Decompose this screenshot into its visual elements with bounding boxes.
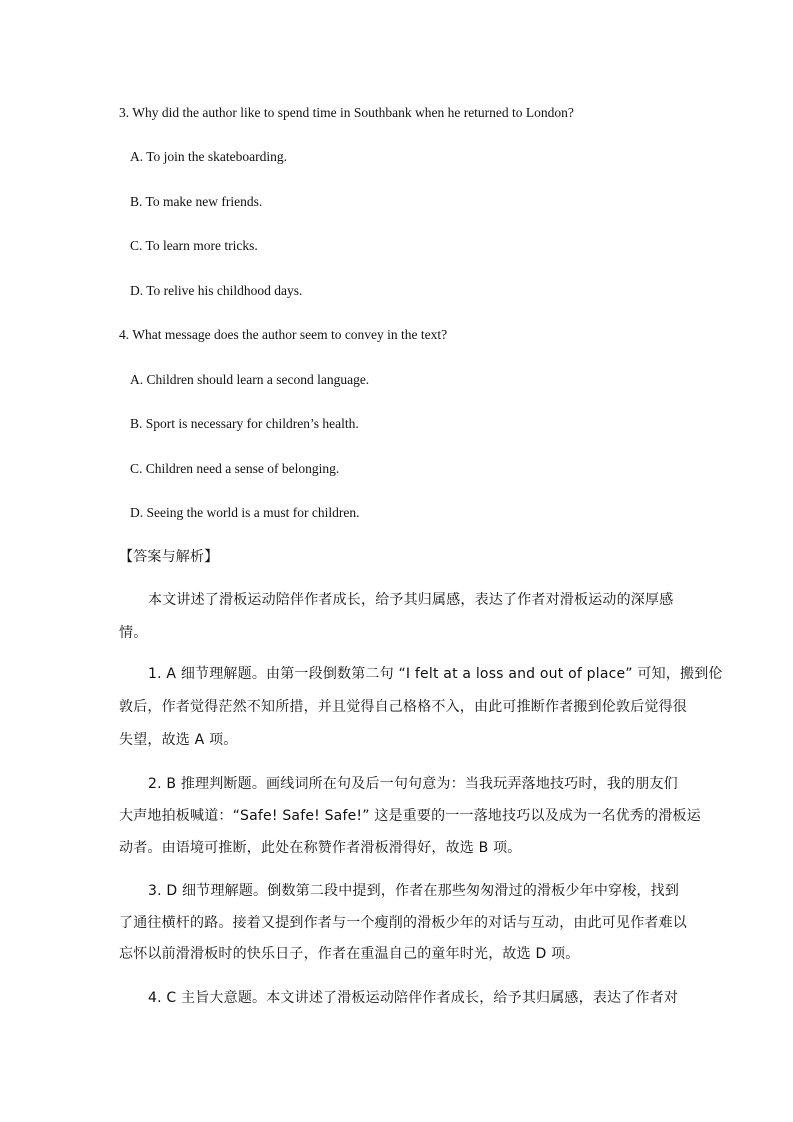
question-4-option-b: B. Sport is necessary for children’s health. [130, 416, 359, 431]
explanation-1-line-3: 失望，故选 A 项。 [119, 732, 238, 748]
explanation-4-line-1: 4. C 主旨大意题。本文讲述了滑板运动陪伴作者成长，给予其归属感，表达了作者对 [148, 990, 679, 1006]
explanation-2-line-2: 大声地拍板喊道：“Safe! Safe! Safe!” 这是重要的一一落地技巧以及成为一名优秀的滑板运 [119, 808, 701, 824]
explanation-1-line-1: 1. A 细节理解题。由第一段倒数第二句 “I felt at a loss and out of place” 可知，搬到伦 [148, 666, 723, 682]
question-3-option-a: A. To join the skateboarding. [130, 149, 288, 164]
question-3-option-b: B. To make new friends. [130, 194, 263, 209]
explanation-2-line-1: 2. B 推理判断题。画线词所在句及后一句句意为：当我玩弄落地技巧时，我的朋友们 [148, 776, 678, 792]
question-3-option-d: D. To relive his childhood days. [130, 283, 303, 298]
question-4-option-d: D. Seeing the world is a must for children. [130, 505, 360, 520]
explanation-2-line-3: 动者。由语境可推断，此处在称赞作者滑板滑得好，故选 B 项。 [119, 840, 522, 856]
question-4-option-c: C. Children need a sense of belonging. [130, 461, 340, 476]
question-3-option-c: C. To learn more tricks. [130, 238, 258, 253]
explanation-3-line-2: 了通往横杆的路。接着又提到作者与一个瘦削的滑板少年的对话与互动，由此可见作者难以 [119, 915, 687, 931]
question-4-stem: 4. What message does the author seem to convey in the text? [119, 327, 448, 342]
summary-line-1: 本文讲述了滑板运动陪伴作者成长，给予其归属感，表达了作者对滑板运动的深厚感 [148, 592, 674, 608]
question-4-option-a: A. Children should learn a second language. [130, 372, 370, 387]
summary-line-2: 情。 [119, 625, 148, 641]
explanation-1-line-2: 敦后，作者觉得茫然不知所措，并且觉得自己格格不入，由此可推断作者搬到伦敦后觉得很 [119, 699, 687, 715]
question-3-stem: 3. Why did the author like to spend time in Southbank when he returned to London? [119, 105, 574, 120]
explanation-3-line-3: 忘怀以前滑滑板时的快乐日子，作者在重温自己的童年时光，故选 D 项。 [119, 946, 580, 962]
answer-heading: 【答案与解析】 [119, 549, 219, 565]
explanation-3-line-1: 3. D 细节理解题。倒数第二段中提到，作者在那些匆匆滑过的滑板少年中穿梭，找到 [148, 883, 680, 899]
